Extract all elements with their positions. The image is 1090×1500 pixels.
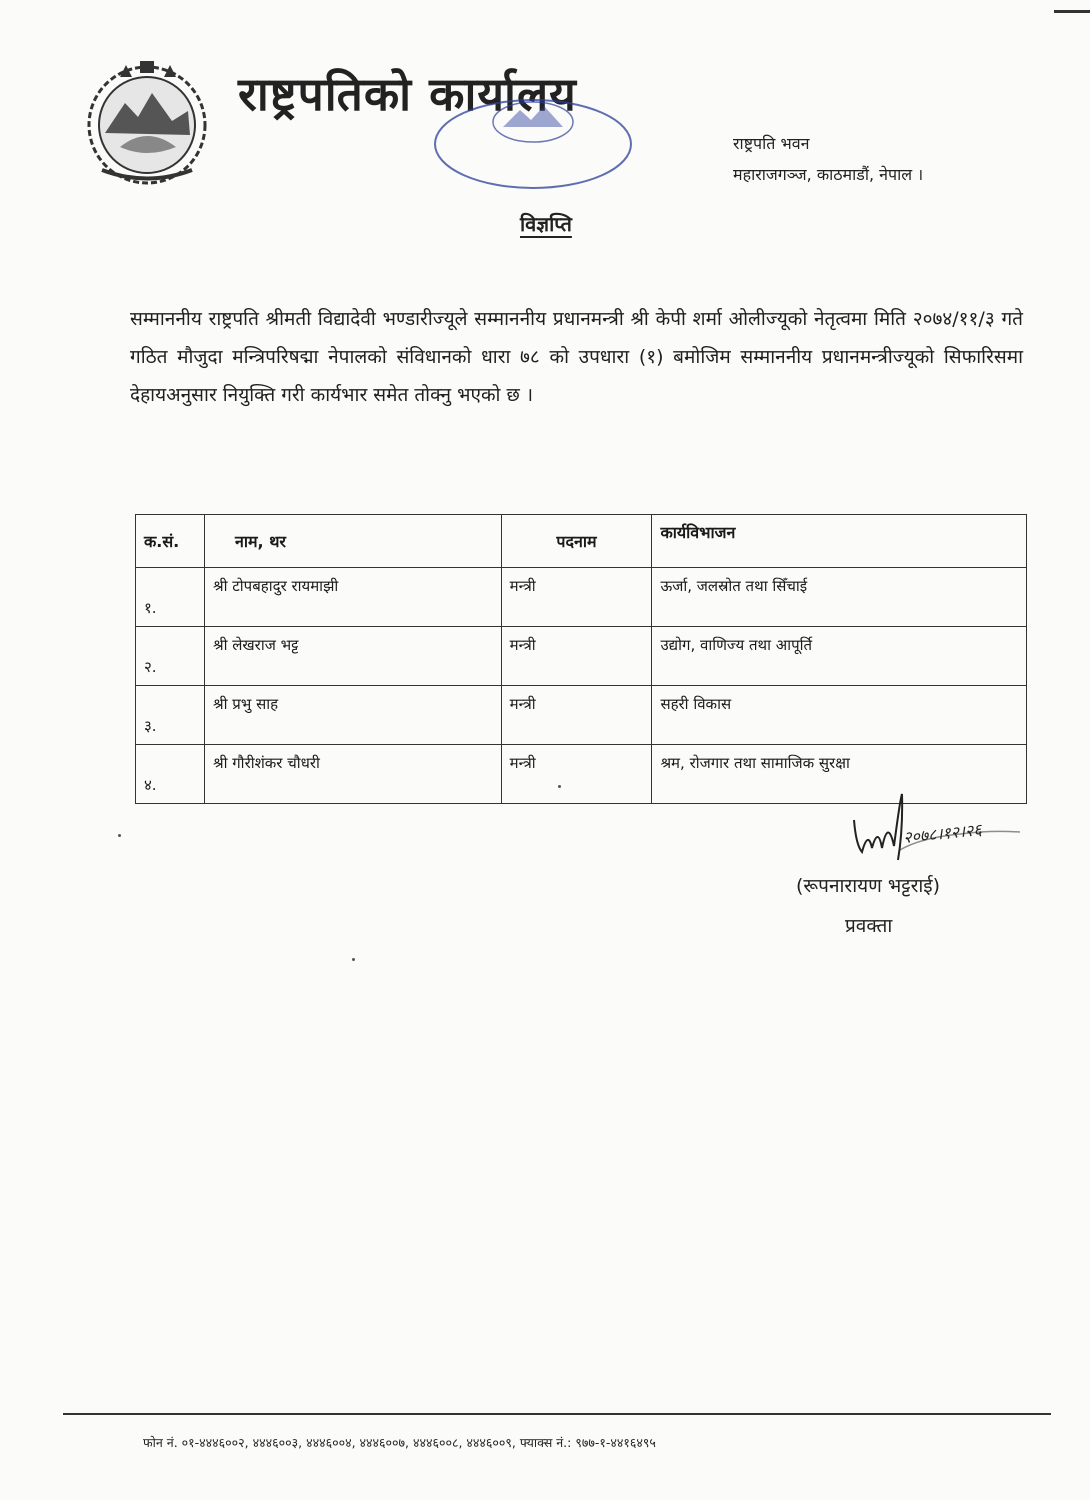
- row-name: श्री लेखराज भट्ट: [212, 636, 299, 654]
- row-name: श्री गौरीशंकर चौधरी: [212, 754, 320, 772]
- row-portfolio: सहरी विकास: [660, 695, 732, 713]
- row-post: मन्त्री: [509, 636, 536, 654]
- header-name: नाम, थर: [204, 515, 501, 568]
- row-post: मन्त्री: [509, 754, 536, 772]
- scan-corner-mark: [1054, 10, 1090, 13]
- signature-date: २०७८।१२।२६: [902, 819, 983, 848]
- table-row: [136, 568, 1027, 627]
- address-line-building: राष्ट्रपति भवन: [733, 134, 810, 153]
- signatory-title: प्रवक्ता: [845, 915, 893, 937]
- row-portfolio: श्रम, रोजगार तथा सामाजिक सुरक्षा: [660, 754, 850, 772]
- table-header-row: [136, 515, 1027, 568]
- table-row: [136, 627, 1027, 686]
- table-row: [136, 686, 1027, 745]
- footer-contact-numbers: फोन नं. ०१-४४४६००२, ४४४६००३, ४४४६००४, ४४४६००७, ४४४६००८, ४४४६००९, फ्याक्स नं.: ९७७-१-४४१६४९५: [143, 1435, 656, 1450]
- office-address: [733, 128, 923, 190]
- row-name: श्री टोपबहादुर रायमाझी: [212, 577, 339, 595]
- row-serial: ४.: [144, 776, 157, 794]
- row-name: श्री प्रभु साह: [212, 695, 279, 713]
- row-portfolio: उद्योग, वाणिज्य तथा आपूर्ति: [660, 636, 813, 654]
- signatory-name: (रूपनारायण भट्टराई): [796, 875, 941, 897]
- office-title: राष्ट्रपतिको कार्यालय: [238, 67, 577, 121]
- header-serial: क.सं.: [136, 515, 205, 568]
- official-stamp-icon: [428, 92, 638, 207]
- row-post: मन्त्री: [509, 695, 536, 713]
- scan-speck: [118, 834, 121, 837]
- scan-speck: [558, 785, 561, 788]
- government-emblem-icon: [80, 55, 215, 190]
- row-portfolio: ऊर्जा, जलस्रोत तथा सिँचाई: [660, 577, 808, 595]
- row-serial: १.: [144, 599, 157, 617]
- notice-body: सम्माननीय राष्ट्रपति श्रीमती विद्यादेवी भण्डारीज्यूले सम्माननीय प्रधानमन्त्री श्री केपी शर्मा ओलीज्यूको नेतृत्वमा मिति २०७४/११/३ गते गठित मौजुदा मन्त्रिपरिषद्मा नेपालको संविधानको धारा ७८ को उपधारा (१) बमोजिम सम्माननीय प्रधानमन्त्रीज्यूको सिफारिसमा देहायअनुसार नियुक्ति गरी कार्यभार समेत तोक्नु भएको छ ।: [130, 308, 1023, 406]
- footer-divider: [63, 1413, 1051, 1415]
- scan-speck: [352, 958, 355, 961]
- header-post: पदनाम: [501, 515, 652, 568]
- address-line-city: महाराजगञ्ज, काठमाडौं, नेपाल ।: [733, 165, 924, 184]
- row-serial: २.: [144, 658, 157, 676]
- header-portfolio: कार्यविभाजन: [652, 515, 1027, 568]
- cabinet-table: [135, 514, 1027, 804]
- notice-heading: विज्ञप्ति: [520, 212, 572, 236]
- row-post: मन्त्री: [509, 577, 536, 595]
- row-serial: ३.: [144, 717, 157, 735]
